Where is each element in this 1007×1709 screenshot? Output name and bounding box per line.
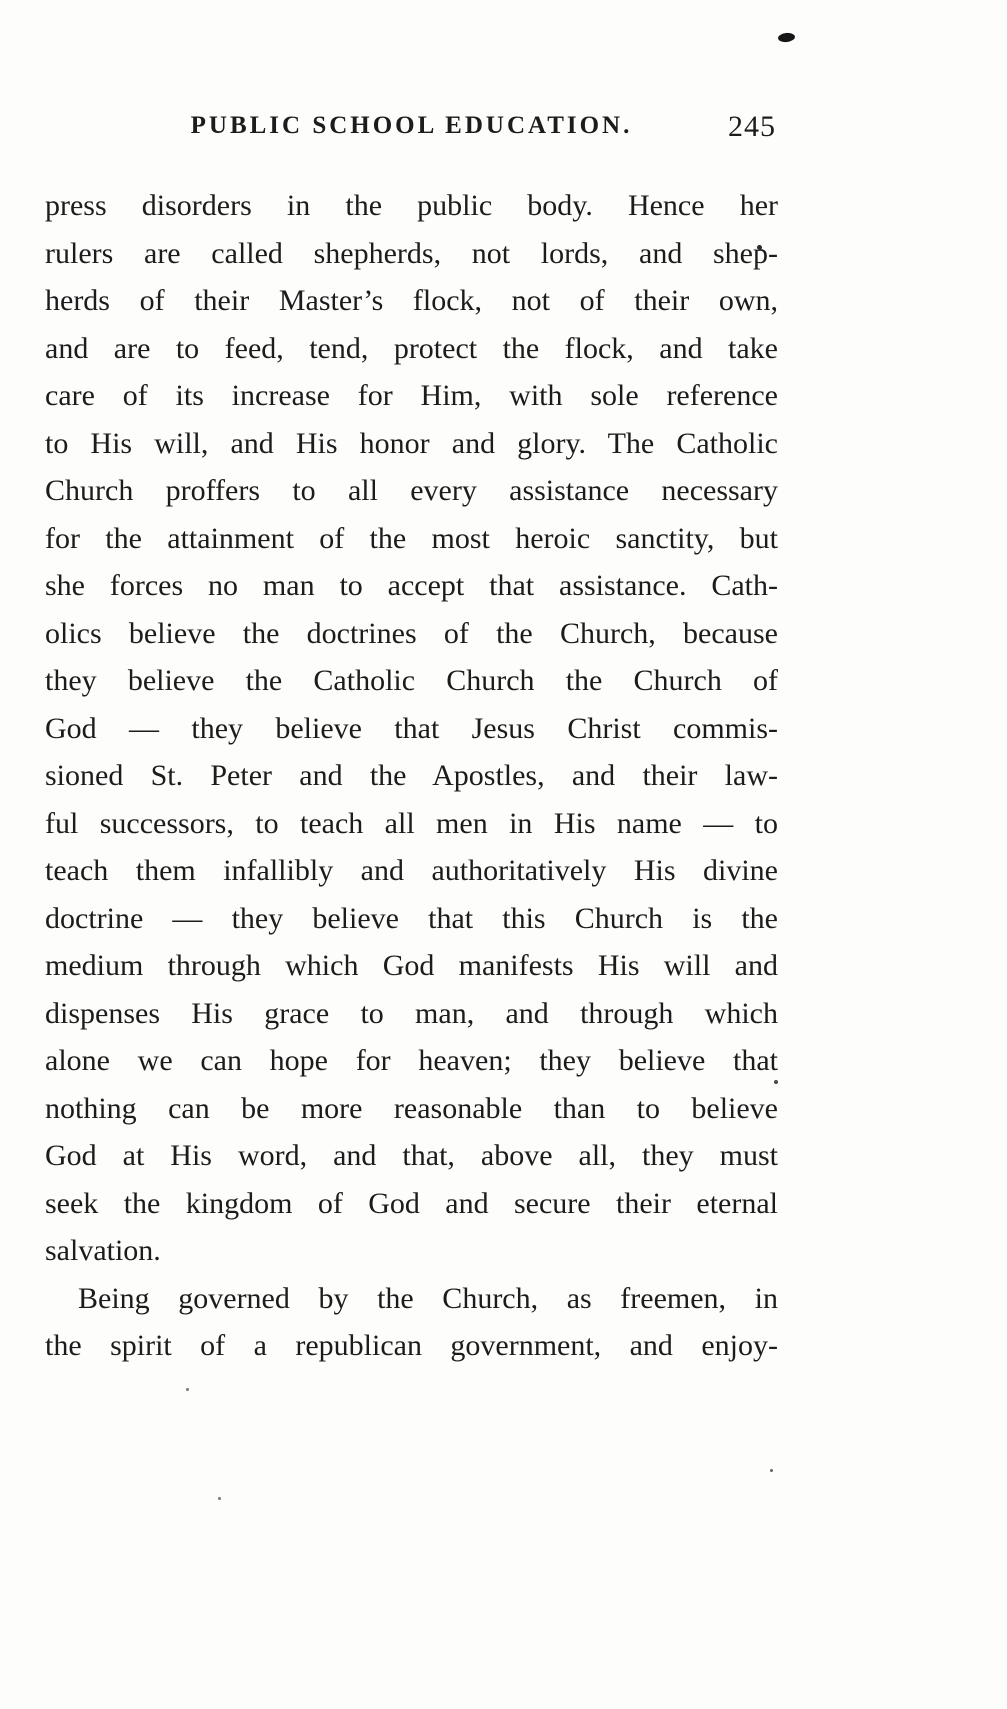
text-line: she forces no man to accept that assistance. Cath-: [45, 569, 778, 602]
text-line: teach them infallibly and authoritatively His divine: [45, 854, 778, 887]
text-line: to His will, and His honor and glory. The Catholic: [45, 426, 778, 460]
text-line: medium through which God manifests His will and: [45, 949, 778, 982]
text-line: seek the kingdom of God and secure their eternal: [45, 1186, 778, 1220]
text-line: olics believe the doctrines of the Church, because: [45, 616, 778, 650]
text-line: for the attainment of the most heroic sanctity, but: [45, 521, 778, 555]
text-line: Church proffers to all every assistance necessary: [45, 474, 778, 507]
text-line: sioned St. Peter and the Apostles, and their law-: [45, 759, 778, 792]
text-line: rulers are called shepherds, not lords, and shep-: [45, 236, 778, 270]
text-line: ful successors, to teach all men in His name — to: [45, 806, 778, 840]
body-text: [45, 182, 778, 1370]
text-line: herds of their Master’s flock, not of their own,: [45, 284, 778, 317]
text-line: they believe the Catholic Church the Church of: [45, 664, 778, 697]
running-title: PUBLIC SCHOOL EDUCATION.: [190, 112, 633, 139]
ink-speck: [186, 1388, 189, 1391]
text-line: alone we can hope for heaven; they believe that: [45, 1044, 778, 1077]
ink-speck: [218, 1497, 221, 1500]
text-line: salvation.: [45, 1234, 161, 1267]
text-line: doctrine — they believe that this Church is the: [45, 901, 778, 935]
text-line: nothing can be more reasonable than to believe: [45, 1091, 778, 1125]
text-line: care of its increase for Him, with sole reference: [45, 379, 778, 412]
text-line: God at His word, and that, above all, they must: [45, 1139, 778, 1172]
paragraph: [45, 182, 778, 1275]
text-line: God — they believe that Jesus Christ commis-: [45, 711, 778, 745]
text-line: the spirit of a republican government, and enjoy-: [45, 1329, 778, 1362]
ink-speck: [778, 32, 796, 43]
page-header: [45, 110, 778, 150]
text-line: Being governed by the Church, as freemen, in: [78, 1281, 778, 1315]
text-line: press disorders in the public body. Hence her: [45, 189, 778, 222]
paragraph: [45, 1275, 778, 1370]
text-line: dispenses His grace to man, and through which: [45, 996, 778, 1030]
text-line: and are to feed, tend, protect the flock, and take: [45, 331, 778, 365]
ink-speck: [770, 1469, 773, 1472]
page-number: 245: [728, 110, 776, 143]
